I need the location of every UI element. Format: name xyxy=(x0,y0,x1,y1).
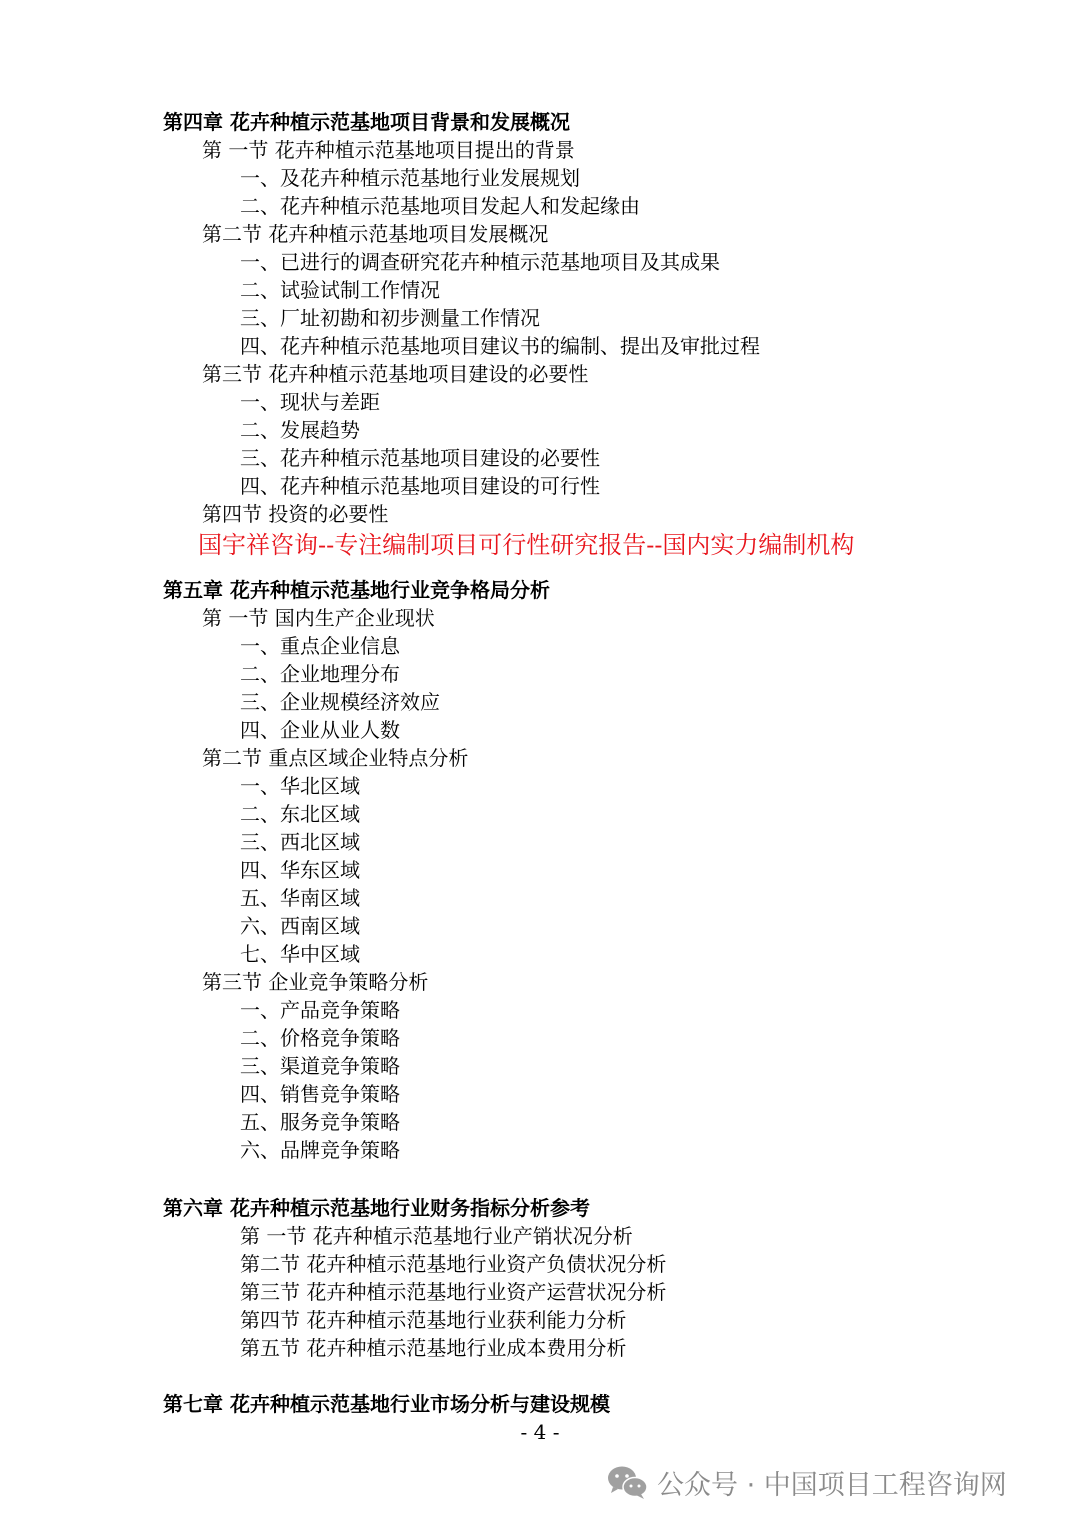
toc-subsection: 四、华东区域 xyxy=(240,858,360,882)
toc-subsection: 第三节 花卉种植示范基地行业资产运营状况分析 xyxy=(240,1280,667,1304)
toc-subsection: 三、企业规模经济效应 xyxy=(240,690,440,714)
toc-subsection: 二、企业地理分布 xyxy=(240,662,400,686)
toc-subsection: 第四节 花卉种植示范基地行业获利能力分析 xyxy=(240,1308,627,1332)
toc-subsection: 三、渠道竞争策略 xyxy=(240,1054,400,1078)
toc-subsection: 第五节 花卉种植示范基地行业成本费用分析 xyxy=(240,1336,627,1360)
toc-subsection: 五、服务竞争策略 xyxy=(240,1110,400,1134)
toc-subsection: 一、华北区域 xyxy=(240,774,360,798)
toc-subsection: 三、花卉种植示范基地项目建设的必要性 xyxy=(240,446,600,470)
toc-subsection: 六、品牌竞争策略 xyxy=(240,1138,400,1162)
toc-chapter: 第五章 花卉种植示范基地行业竞争格局分析 xyxy=(163,578,550,602)
toc-chapter: 第七章 花卉种植示范基地行业市场分析与建设规模 xyxy=(163,1392,610,1416)
promo-banner: 国宇祥咨询--专注编制项目可行性研究报告--国内实力编制机构 xyxy=(198,531,855,559)
toc-subsection: 三、厂址初勘和初步测量工作情况 xyxy=(240,306,540,330)
toc-section: 第三节 花卉种植示范基地项目建设的必要性 xyxy=(202,362,589,386)
toc-subsection: 四、花卉种植示范基地项目建议书的编制、提出及审批过程 xyxy=(240,334,760,358)
footer-text: 公众号 · 中国项目工程咨询网 xyxy=(657,1469,1007,1501)
toc-section: 第三节 企业竞争策略分析 xyxy=(202,970,429,994)
toc-section: 第二节 重点区域企业特点分析 xyxy=(202,746,469,770)
toc-chapter: 第四章 花卉种植示范基地项目背景和发展概况 xyxy=(163,110,570,134)
toc-subsection: 二、花卉种植示范基地项目发起人和发起缘由 xyxy=(240,194,640,218)
toc-subsection: 二、发展趋势 xyxy=(240,418,360,442)
toc-subsection: 第二节 花卉种植示范基地行业资产负债状况分析 xyxy=(240,1252,667,1276)
toc-subsection: 一、产品竞争策略 xyxy=(240,998,400,1022)
toc-subsection: 四、销售竞争策略 xyxy=(240,1082,400,1106)
toc-subsection: 二、试验试制工作情况 xyxy=(240,278,440,302)
watermark-footer xyxy=(605,1462,1007,1502)
toc-subsection: 二、东北区域 xyxy=(240,802,360,826)
toc-subsection: 五、华南区域 xyxy=(240,886,360,910)
toc-chapter: 第六章 花卉种植示范基地行业财务指标分析参考 xyxy=(163,1196,590,1220)
toc-subsection: 第 一节 花卉种植示范基地行业产销状况分析 xyxy=(240,1224,633,1248)
toc-section: 第 一节 花卉种植示范基地项目提出的背景 xyxy=(202,138,575,162)
toc-section: 第 一节 国内生产企业现状 xyxy=(202,606,435,630)
toc-subsection: 七、华中区域 xyxy=(240,942,360,966)
toc-subsection: 二、价格竞争策略 xyxy=(240,1026,400,1050)
toc-subsection: 一、现状与差距 xyxy=(240,390,380,414)
page-number: - 4 - xyxy=(520,1420,560,1444)
toc-subsection: 四、花卉种植示范基地项目建设的可行性 xyxy=(240,474,600,498)
toc-section: 第四节 投资的必要性 xyxy=(202,502,389,526)
toc-subsection: 四、企业从业人数 xyxy=(240,718,400,742)
toc-subsection: 一、及花卉种植示范基地行业发展规划 xyxy=(240,166,580,190)
toc-section: 第二节 花卉种植示范基地项目发展概况 xyxy=(202,222,549,246)
toc-subsection: 三、西北区域 xyxy=(240,830,360,854)
toc-subsection: 六、西南区域 xyxy=(240,914,360,938)
wechat-icon xyxy=(605,1464,649,1500)
toc-subsection: 一、已进行的调查研究花卉种植示范基地项目及其成果 xyxy=(240,250,720,274)
toc-subsection: 一、重点企业信息 xyxy=(240,634,400,658)
